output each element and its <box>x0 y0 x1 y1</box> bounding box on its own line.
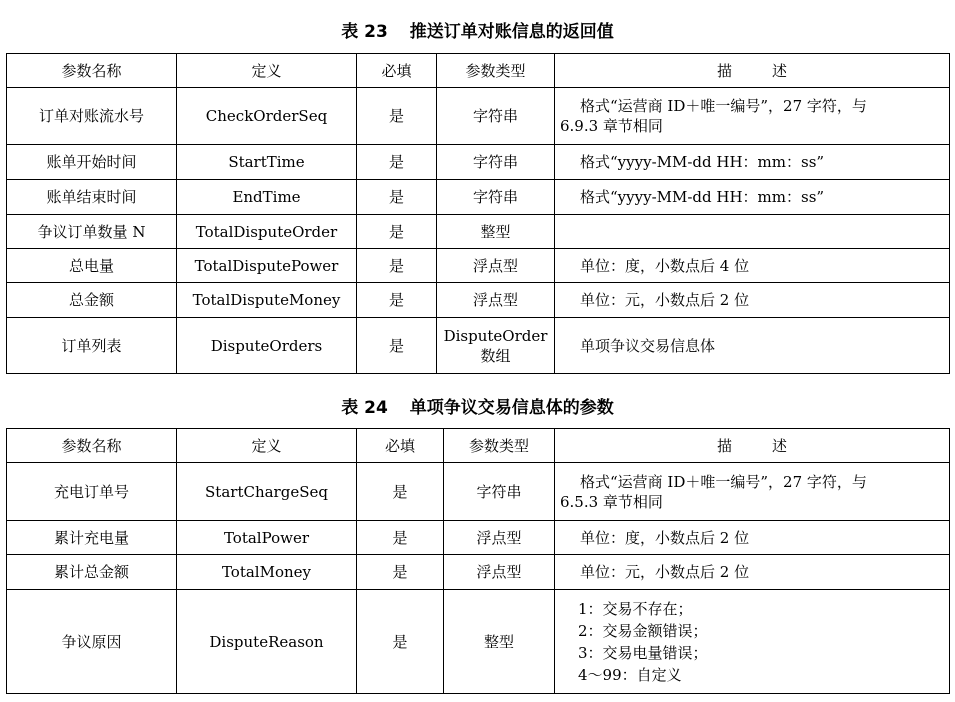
description-line: 格式“yyyy-MM-dd HH：mm：ss” <box>580 188 825 206</box>
table-row <box>7 249 950 283</box>
cell-required: 是 <box>357 145 437 180</box>
reason-item: 2：交易金额错误； <box>578 621 708 640</box>
header-param-name: 参数名称 <box>7 429 177 463</box>
cell-param-type: 整型 <box>444 590 555 694</box>
header-definition: 定义 <box>177 429 357 463</box>
header-desc-char-2: 述 <box>772 61 788 80</box>
cell-description <box>555 215 950 249</box>
table-24-caption <box>0 397 955 419</box>
table-23-number: 表 23 <box>341 22 388 42</box>
cell-definition: DisputeOrders <box>177 318 357 374</box>
cell-description <box>555 88 950 145</box>
cell-required: 是 <box>357 249 437 283</box>
cell-param-type: 浮点型 <box>437 249 555 283</box>
description-line: 单项争议交易信息体 <box>580 336 716 355</box>
cell-definition: StartTime <box>177 145 357 180</box>
cell-required: 是 <box>357 521 444 555</box>
cell-param-type: 字符串 <box>437 180 555 215</box>
description-line: 单位：元，小数点后 2 位 <box>580 563 750 581</box>
header-param-type: 参数类型 <box>437 54 555 88</box>
description-line: 格式“运营商 ID＋唯一编号”，27 字符，与 <box>580 472 867 491</box>
param-type-line: 数组 <box>480 346 511 365</box>
table-row <box>7 463 950 521</box>
cell-definition: TotalDisputeMoney <box>177 283 357 318</box>
cell-required: 是 <box>357 180 437 215</box>
cell-param-type: 整型 <box>437 215 555 249</box>
description-line: 6.9.3 章节相同 <box>560 117 663 135</box>
cell-param-name: 充电订单号 <box>7 463 177 521</box>
table-23-header-row <box>7 54 950 88</box>
header-desc-char-1: 描 <box>716 61 732 80</box>
table-row <box>7 145 950 180</box>
table-row <box>7 590 950 694</box>
header-description <box>555 429 950 463</box>
cell-param-type: 浮点型 <box>444 521 555 555</box>
table-24 <box>6 428 950 694</box>
description-line: 单位：元，小数点后 2 位 <box>580 291 750 309</box>
cell-param-name: 总电量 <box>7 249 177 283</box>
cell-description <box>555 521 950 555</box>
table-24-title: 单项争议交易信息体的参数 <box>409 398 614 418</box>
cell-definition: TotalPower <box>177 521 357 555</box>
table-row <box>7 283 950 318</box>
cell-param-type: 字符串 <box>444 463 555 521</box>
table-23 <box>6 53 950 374</box>
table-23-caption <box>0 21 955 43</box>
description-line: 格式“运营商 ID＋唯一编号”，27 字符，与 <box>580 97 867 115</box>
cell-required: 是 <box>357 318 437 374</box>
cell-param-type: 字符串 <box>437 88 555 145</box>
cell-required: 是 <box>357 88 437 145</box>
cell-definition: EndTime <box>177 180 357 215</box>
cell-param-name: 争议原因 <box>7 590 177 694</box>
table-row <box>7 318 950 374</box>
param-type-line: DisputeOrder <box>443 326 548 345</box>
cell-definition: TotalDisputePower <box>177 249 357 283</box>
cell-required: 是 <box>357 463 444 521</box>
cell-description <box>555 555 950 590</box>
table-row <box>7 180 950 215</box>
cell-param-type: 字符串 <box>437 145 555 180</box>
cell-definition: TotalDisputeOrder <box>177 215 357 249</box>
reason-item: 3：交易电量错误； <box>578 643 708 662</box>
header-definition: 定义 <box>177 54 357 88</box>
header-desc-char-2: 述 <box>772 436 788 455</box>
cell-param-name: 累计充电量 <box>7 521 177 555</box>
cell-required: 是 <box>357 215 437 249</box>
cell-param-name: 订单列表 <box>7 318 177 374</box>
cell-param-name: 订单对账流水号 <box>7 88 177 145</box>
reason-list <box>560 598 943 686</box>
table-24-header-row <box>7 429 950 463</box>
table-row <box>7 88 950 145</box>
header-param-name: 参数名称 <box>7 54 177 88</box>
cell-description <box>555 283 950 318</box>
cell-param-name: 账单结束时间 <box>7 180 177 215</box>
table-23-title: 推送订单对账信息的返回值 <box>409 22 614 42</box>
table-row <box>7 555 950 590</box>
reason-item: 4～99：自定义 <box>578 665 682 684</box>
cell-description <box>555 145 950 180</box>
header-desc-char-1: 描 <box>716 436 732 455</box>
cell-definition: TotalMoney <box>177 555 357 590</box>
cell-required: 是 <box>357 590 444 694</box>
description-line: 单位：度，小数点后 4 位 <box>580 256 750 275</box>
description-line: 6.5.3 章节相同 <box>560 492 663 511</box>
reason-item: 1：交易不存在； <box>578 599 693 618</box>
header-param-type: 参数类型 <box>444 429 555 463</box>
cell-required: 是 <box>357 283 437 318</box>
cell-param-name: 账单开始时间 <box>7 145 177 180</box>
cell-param-name: 累计总金额 <box>7 555 177 590</box>
cell-param-type: 浮点型 <box>444 555 555 590</box>
cell-description <box>555 463 950 521</box>
cell-description <box>555 249 950 283</box>
header-required: 必填 <box>357 54 437 88</box>
description-line: 格式“yyyy-MM-dd HH：mm：ss” <box>580 153 825 171</box>
cell-required: 是 <box>357 555 444 590</box>
cell-description <box>555 180 950 215</box>
cell-param-name: 总金额 <box>7 283 177 318</box>
cell-description <box>555 318 950 374</box>
cell-param-type: 浮点型 <box>437 283 555 318</box>
cell-param-type <box>437 318 555 374</box>
cell-definition: CheckOrderSeq <box>177 88 357 145</box>
cell-param-name: 争议订单数量 N <box>7 215 177 249</box>
cell-description <box>555 590 950 694</box>
header-required: 必填 <box>357 429 444 463</box>
cell-definition: DisputeReason <box>177 590 357 694</box>
header-description <box>555 54 950 88</box>
table-row <box>7 521 950 555</box>
table-24-number: 表 24 <box>341 398 388 418</box>
table-row <box>7 215 950 249</box>
description-line: 单位：度，小数点后 2 位 <box>580 528 750 547</box>
cell-definition: StartChargeSeq <box>177 463 357 521</box>
